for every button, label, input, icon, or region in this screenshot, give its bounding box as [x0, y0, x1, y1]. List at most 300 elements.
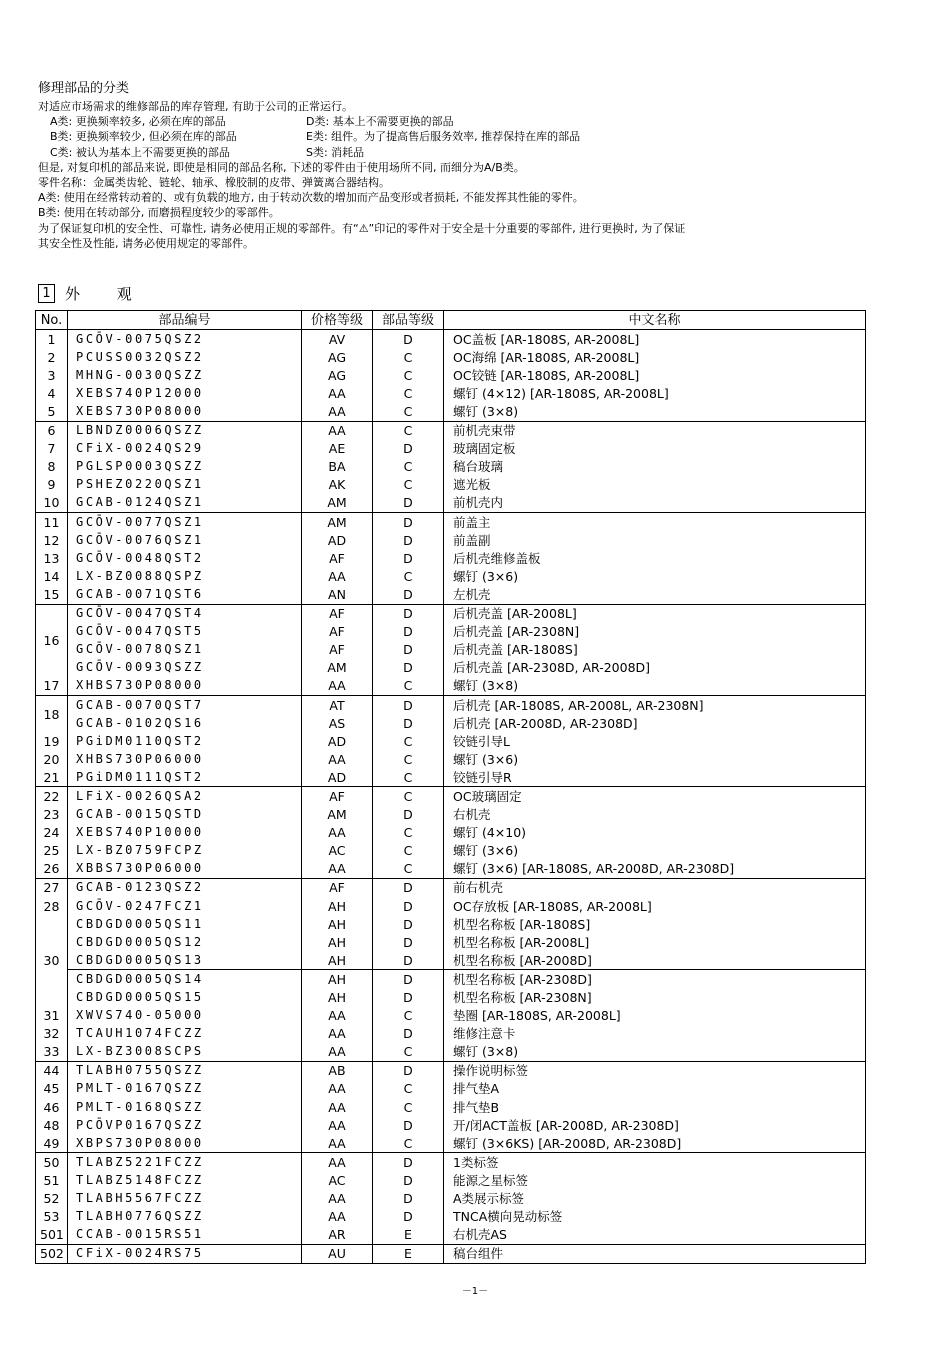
cell-no: 23	[36, 806, 68, 824]
cell-code: CCAB-0015RS51	[68, 1226, 302, 1245]
class-b: B类: 更换频率较少, 但必须在库的部品	[50, 130, 237, 144]
cell-rank: D	[373, 1208, 444, 1226]
table-row	[36, 951, 866, 970]
table-row	[36, 714, 866, 732]
table-row	[36, 1080, 866, 1098]
cell-name: 后机壳盖 [AR-1808S]	[444, 641, 866, 659]
cell-code: GCŌV-0048QST2	[68, 549, 302, 567]
cell-name: 排气垫A	[444, 1080, 866, 1098]
cell-price: AM	[302, 806, 373, 824]
cell-name: 遮光板	[444, 476, 866, 494]
cell-no: 11	[36, 513, 68, 532]
cell-name: TNCA横向晃动标签	[444, 1208, 866, 1226]
cell-name: 螺钉 (3×6)	[444, 842, 866, 860]
cell-price: AD	[302, 732, 373, 750]
cell-rank: D	[373, 1171, 444, 1189]
table-row	[36, 330, 866, 349]
table-row	[36, 440, 866, 458]
table-row	[36, 787, 866, 806]
table-row	[36, 421, 866, 440]
cell-name: OC盖板 [AR-1808S, AR-2008L]	[444, 330, 866, 349]
cell-rank: C	[373, 787, 444, 806]
table-row	[36, 585, 866, 604]
cell-rank: D	[373, 585, 444, 604]
cell-name: 右机壳	[444, 806, 866, 824]
cell-code: XWVS740-05000	[68, 1007, 302, 1025]
cell-code: GCAB-0070QST7	[68, 695, 302, 714]
table-row	[36, 768, 866, 787]
cell-price: AA	[302, 677, 373, 696]
cell-code: GCŌV-0047QST4	[68, 604, 302, 623]
table-row	[36, 549, 866, 567]
cell-price: AB	[302, 1061, 373, 1080]
cell-no: 33	[36, 1043, 68, 1062]
cell-price: AH	[302, 897, 373, 915]
cell-name: 维修注意卡	[444, 1025, 866, 1043]
cell-name: 玻璃固定板	[444, 440, 866, 458]
cell-price: AR	[302, 1226, 373, 1245]
cell-code: PMLT-0167QSZZ	[68, 1080, 302, 1098]
cell-price: AT	[302, 695, 373, 714]
table-row	[36, 659, 866, 677]
cell-rank: D	[373, 988, 444, 1006]
cell-code: TCAUH1074FCZZ	[68, 1025, 302, 1043]
cell-price: AF	[302, 604, 373, 623]
table-row	[36, 1171, 866, 1189]
table-row	[36, 1134, 866, 1153]
intro-line: 为了保证复印机的安全性、可靠性, 请务必使用正规的零部件。有“⚠”印记的零件对于安全是十分重要的零部件, 进行更换时, 为了保证	[38, 221, 686, 235]
cell-no: 49	[36, 1134, 68, 1153]
cell-rank: D	[373, 604, 444, 623]
cell-code: GCŌV-0075QSZ2	[68, 330, 302, 349]
cell-no: 1	[36, 330, 68, 349]
cell-no: 9	[36, 476, 68, 494]
table-row	[36, 1208, 866, 1226]
cell-code: PSHEZ0220QSZ1	[68, 476, 302, 494]
cell-code: GCŌV-0076QSZ1	[68, 531, 302, 549]
intro-line: 零件名称：金属类齿轮、链轮、轴承、橡胶制的皮带、弹簧离合器结构。	[38, 176, 390, 190]
cell-no: 30	[36, 915, 68, 1006]
cell-no: 28	[36, 897, 68, 915]
cell-code: CBDGD0005QS15	[68, 988, 302, 1006]
table-row	[36, 366, 866, 384]
table-row	[36, 1025, 866, 1043]
cell-code: PCUSS0032QSZ2	[68, 348, 302, 366]
cell-rank: C	[373, 860, 444, 879]
cell-code: CBDGD0005QS11	[68, 915, 302, 933]
cell-no: 4	[36, 384, 68, 402]
cell-price: AF	[302, 623, 373, 641]
intro-heading: 修理部品的分类	[38, 81, 130, 96]
cell-no: 501	[36, 1226, 68, 1245]
cell-price: AA	[302, 1134, 373, 1153]
cell-price: AA	[302, 1116, 373, 1134]
cell-price: AA	[302, 1080, 373, 1098]
cell-name: 后机壳维修盖板	[444, 549, 866, 567]
cell-code: GCŌV-0093QSZZ	[68, 659, 302, 677]
table-row	[36, 897, 866, 915]
cell-price: AM	[302, 659, 373, 677]
cell-no: 31	[36, 1007, 68, 1025]
cell-name: 螺钉 (3×8)	[444, 1043, 866, 1062]
table-row	[36, 402, 866, 421]
cell-no: 18	[36, 695, 68, 732]
cell-code: LBNDZ0006QSZZ	[68, 421, 302, 440]
table-row	[36, 1244, 866, 1263]
cell-code: PGLSP0003QSZZ	[68, 458, 302, 476]
cell-name: 铰链引导L	[444, 732, 866, 750]
cell-price: AG	[302, 348, 373, 366]
cell-code: CBDGD0005QS12	[68, 933, 302, 951]
table-row	[36, 476, 866, 494]
cell-price: AA	[302, 1025, 373, 1043]
class-e: E类: 组件。为了提高售后服务效率, 推荐保持在库的部品	[306, 130, 581, 144]
cell-rank: C	[373, 1080, 444, 1098]
cell-price: AH	[302, 988, 373, 1006]
cell-name: 左机壳	[444, 585, 866, 604]
cell-rank: C	[373, 1134, 444, 1153]
cell-price: AA	[302, 860, 373, 879]
cell-name: 右机壳AS	[444, 1226, 866, 1245]
table-row	[36, 1190, 866, 1208]
cell-rank: E	[373, 1226, 444, 1245]
cell-rank: D	[373, 970, 444, 989]
cell-name: 螺钉 (4×12) [AR-1808S, AR-2008L]	[444, 384, 866, 402]
cell-price: AA	[302, 402, 373, 421]
cell-rank: D	[373, 659, 444, 677]
cell-name: 前右机壳	[444, 878, 866, 897]
table-row	[36, 824, 866, 842]
cell-code: TLABZ5221FCZZ	[68, 1153, 302, 1172]
class-row	[38, 145, 918, 160]
cell-name: 机型名称板 [AR-1808S]	[444, 915, 866, 933]
cell-name: 后机壳盖 [AR-2308N]	[444, 623, 866, 641]
cell-name: 螺钉 (3×6) [AR-1808S, AR-2008D, AR-2308D]	[444, 860, 866, 879]
cell-price: AA	[302, 750, 373, 768]
table-row	[36, 806, 866, 824]
cell-name: A类展示标签	[444, 1190, 866, 1208]
cell-price: AA	[302, 1007, 373, 1025]
cell-code: GCAB-0102QS16	[68, 714, 302, 732]
parts-table	[35, 310, 866, 1264]
cell-price: AA	[302, 421, 373, 440]
table-row	[36, 878, 866, 897]
table-row	[36, 695, 866, 714]
cell-rank: D	[373, 1061, 444, 1080]
cell-price: AU	[302, 1244, 373, 1263]
cell-price: AD	[302, 768, 373, 787]
cell-code: CBDGD0005QS14	[68, 970, 302, 989]
cell-code: TLABH0776QSZZ	[68, 1208, 302, 1226]
cell-code: LFiX-0026QSA2	[68, 787, 302, 806]
table-row	[36, 623, 866, 641]
header-no: No.	[36, 311, 68, 330]
table-row	[36, 988, 866, 1006]
page-number: －1－	[461, 1286, 489, 1297]
cell-code: TLABH5567FCZZ	[68, 1190, 302, 1208]
cell-rank: C	[373, 567, 444, 585]
cell-no: 2	[36, 348, 68, 366]
table-row	[36, 732, 866, 750]
cell-price: AN	[302, 585, 373, 604]
cell-code: LX-BZ3008SCPS	[68, 1043, 302, 1062]
cell-no: 44	[36, 1061, 68, 1080]
cell-rank: D	[373, 330, 444, 349]
cell-name: 螺钉 (3×6KS) [AR-2008D, AR-2308D]	[444, 1134, 866, 1153]
cell-no: 53	[36, 1208, 68, 1226]
table-row	[36, 494, 866, 513]
cell-no: 46	[36, 1098, 68, 1116]
cell-price: AF	[302, 641, 373, 659]
cell-name: 能源之星标签	[444, 1171, 866, 1189]
cell-name: 开/闭ACT盖板 [AR-2008D, AR-2308D]	[444, 1116, 866, 1134]
cell-no: 20	[36, 750, 68, 768]
cell-no: 12	[36, 531, 68, 549]
section-title: 外 观	[65, 285, 148, 303]
cell-rank: D	[373, 951, 444, 970]
table-row	[36, 677, 866, 696]
cell-price: AC	[302, 842, 373, 860]
cell-no: 14	[36, 567, 68, 585]
cell-price: AA	[302, 1208, 373, 1226]
cell-name: 后机壳 [AR-1808S, AR-2008L, AR-2308N]	[444, 695, 866, 714]
cell-code: GCŌV-0077QSZ1	[68, 513, 302, 532]
table-row	[36, 933, 866, 951]
class-row	[38, 114, 918, 129]
cell-rank: C	[373, 842, 444, 860]
cell-rank: C	[373, 750, 444, 768]
cell-rank: D	[373, 1116, 444, 1134]
cell-code: GCŌV-0247FCZ1	[68, 897, 302, 915]
table-row	[36, 750, 866, 768]
cell-price: AH	[302, 970, 373, 989]
table-row	[36, 458, 866, 476]
cell-name: OC玻璃固定	[444, 787, 866, 806]
section-heading	[38, 283, 148, 304]
cell-rank: C	[373, 384, 444, 402]
cell-rank: D	[373, 714, 444, 732]
cell-price: AM	[302, 494, 373, 513]
cell-rank: C	[373, 476, 444, 494]
cell-no: 22	[36, 787, 68, 806]
intro-line: B类: 使用在转动部分, 而磨损程度较少的零部件。	[38, 206, 280, 220]
header-price: 价格等级	[302, 311, 373, 330]
cell-code: XBPS730P08000	[68, 1134, 302, 1153]
cell-rank: D	[373, 440, 444, 458]
cell-code: LX-BZ0088QSPZ	[68, 567, 302, 585]
cell-price: AH	[302, 915, 373, 933]
cell-rank: C	[373, 402, 444, 421]
cell-name: OC海绵 [AR-1808S, AR-2008L]	[444, 348, 866, 366]
table-row	[36, 1116, 866, 1134]
cell-price: AH	[302, 933, 373, 951]
cell-code: GCŌV-0047QST5	[68, 623, 302, 641]
cell-price: AA	[302, 567, 373, 585]
table-row	[36, 348, 866, 366]
header-code: 部品编号	[68, 311, 302, 330]
cell-no: 6	[36, 421, 68, 440]
class-row	[38, 129, 918, 144]
table-row	[36, 604, 866, 623]
cell-code: CBDGD0005QS13	[68, 951, 302, 970]
cell-no: 10	[36, 494, 68, 513]
cell-no: 5	[36, 402, 68, 421]
cell-price: AD	[302, 531, 373, 549]
cell-no: 26	[36, 860, 68, 879]
table-row	[36, 842, 866, 860]
cell-name: 螺钉 (3×6)	[444, 567, 866, 585]
cell-name: 螺钉 (3×6)	[444, 750, 866, 768]
cell-price: AK	[302, 476, 373, 494]
cell-rank: C	[373, 1043, 444, 1062]
cell-rank: D	[373, 915, 444, 933]
cell-name: 螺钉 (3×8)	[444, 402, 866, 421]
class-s: S类: 消耗品	[306, 145, 365, 159]
cell-code: XHBS730P08000	[68, 677, 302, 696]
cell-price: AF	[302, 787, 373, 806]
cell-name: OC铰链 [AR-1808S, AR-2008L]	[444, 366, 866, 384]
class-a: A类: 更换频率较多, 必须在库的部品	[50, 115, 226, 129]
cell-name: 前机壳束带	[444, 421, 866, 440]
cell-price: AV	[302, 330, 373, 349]
cell-no: 15	[36, 585, 68, 604]
cell-price: AC	[302, 1171, 373, 1189]
cell-name: OC存放板 [AR-1808S, AR-2008L]	[444, 897, 866, 915]
cell-no: 502	[36, 1244, 68, 1263]
cell-code: CFiX-0024QS29	[68, 440, 302, 458]
table-body	[36, 330, 866, 1264]
cell-name: 排气垫B	[444, 1098, 866, 1116]
cell-no: 7	[36, 440, 68, 458]
cell-rank: D	[373, 806, 444, 824]
cell-no: 3	[36, 366, 68, 384]
cell-no: 52	[36, 1190, 68, 1208]
cell-price: AA	[302, 824, 373, 842]
cell-rank: C	[373, 348, 444, 366]
table-row	[36, 1007, 866, 1025]
cell-price: AE	[302, 440, 373, 458]
cell-no: 50	[36, 1153, 68, 1172]
cell-code: PGiDM0111QST2	[68, 768, 302, 787]
cell-code: PGiDM0110QST2	[68, 732, 302, 750]
header-rank: 部品等级	[373, 311, 444, 330]
cell-code: PCŌVP0167QSZZ	[68, 1116, 302, 1134]
cell-rank: C	[373, 366, 444, 384]
header-name: 中文名称	[444, 311, 866, 330]
cell-code: TLABZ5148FCZZ	[68, 1171, 302, 1189]
cell-no: 25	[36, 842, 68, 860]
cell-code: GCAB-0071QST6	[68, 585, 302, 604]
cell-rank: C	[373, 677, 444, 696]
cell-rank: C	[373, 768, 444, 787]
cell-name: 机型名称板 [AR-2008L]	[444, 933, 866, 951]
cell-code: TLABH0755QSZZ	[68, 1061, 302, 1080]
cell-no: 27	[36, 878, 68, 897]
cell-name: 机型名称板 [AR-2308N]	[444, 988, 866, 1006]
cell-code: GCAB-0124QSZ1	[68, 494, 302, 513]
cell-price: AS	[302, 714, 373, 732]
cell-rank: D	[373, 1153, 444, 1172]
intro-line: A类: 使用在经常转动着的、或有负载的地方, 由于转动次数的增加而产品变形或者损耗, 不能发挥其性能的零件。	[38, 191, 584, 205]
table-row	[36, 915, 866, 933]
cell-code: CFiX-0024RS75	[68, 1244, 302, 1263]
cell-code: XEBS730P08000	[68, 402, 302, 421]
cell-code: MHNG-0030QSZZ	[68, 366, 302, 384]
cell-rank: D	[373, 494, 444, 513]
cell-no: 19	[36, 732, 68, 750]
cell-name: 机型名称板 [AR-2008D]	[444, 951, 866, 970]
cell-rank: C	[373, 421, 444, 440]
cell-name: 螺钉 (3×8)	[444, 677, 866, 696]
cell-no: 48	[36, 1116, 68, 1134]
cell-name: 1类标签	[444, 1153, 866, 1172]
table-row	[36, 1043, 866, 1062]
cell-rank: D	[373, 1190, 444, 1208]
cell-name: 稿台组件	[444, 1244, 866, 1263]
cell-rank: D	[373, 695, 444, 714]
cell-rank: E	[373, 1244, 444, 1263]
cell-rank: D	[373, 531, 444, 549]
table-row	[36, 513, 866, 532]
cell-no: 13	[36, 549, 68, 567]
cell-no: 51	[36, 1171, 68, 1189]
intro-block	[38, 80, 918, 251]
cell-price: AA	[302, 1043, 373, 1062]
table-row	[36, 531, 866, 549]
cell-name: 后机壳 [AR-2008D, AR-2308D]	[444, 714, 866, 732]
cell-name: 前机壳内	[444, 494, 866, 513]
cell-rank: D	[373, 933, 444, 951]
cell-code: GCAB-0123QSZ2	[68, 878, 302, 897]
cell-code: XEBS740P12000	[68, 384, 302, 402]
cell-price: BA	[302, 458, 373, 476]
table-row	[36, 384, 866, 402]
cell-name: 螺钉 (4×10)	[444, 824, 866, 842]
cell-price: AA	[302, 384, 373, 402]
cell-price: AF	[302, 878, 373, 897]
cell-rank: C	[373, 458, 444, 476]
cell-rank: D	[373, 641, 444, 659]
cell-no: 17	[36, 677, 68, 696]
table-row	[36, 641, 866, 659]
intro-line: 但是, 对复印机的部品来说, 即使是相同的部品名称, 下述的零件由于使用场所不同, 而细分为A/B类。	[38, 160, 525, 174]
table-row	[36, 1153, 866, 1172]
table-row	[36, 567, 866, 585]
cell-rank: D	[373, 897, 444, 915]
cell-code: GCŌV-0078QSZ1	[68, 641, 302, 659]
cell-name: 铰链引导R	[444, 768, 866, 787]
table-row	[36, 860, 866, 879]
cell-code: LX-BZ0759FCPZ	[68, 842, 302, 860]
cell-code: GCAB-0015QSTD	[68, 806, 302, 824]
cell-price: AA	[302, 1098, 373, 1116]
cell-rank: C	[373, 1098, 444, 1116]
cell-price: AF	[302, 549, 373, 567]
cell-price: AA	[302, 1190, 373, 1208]
cell-code: XHBS730P06000	[68, 750, 302, 768]
cell-rank: D	[373, 513, 444, 532]
cell-rank: D	[373, 878, 444, 897]
table-header-row	[36, 311, 866, 330]
cell-rank: D	[373, 623, 444, 641]
cell-price: AH	[302, 951, 373, 970]
cell-name: 操作说明标签	[444, 1061, 866, 1080]
cell-rank: D	[373, 1025, 444, 1043]
table-row	[36, 1226, 866, 1245]
cell-name: 机型名称板 [AR-2308D]	[444, 970, 866, 989]
cell-price: AG	[302, 366, 373, 384]
cell-name: 前盖副	[444, 531, 866, 549]
